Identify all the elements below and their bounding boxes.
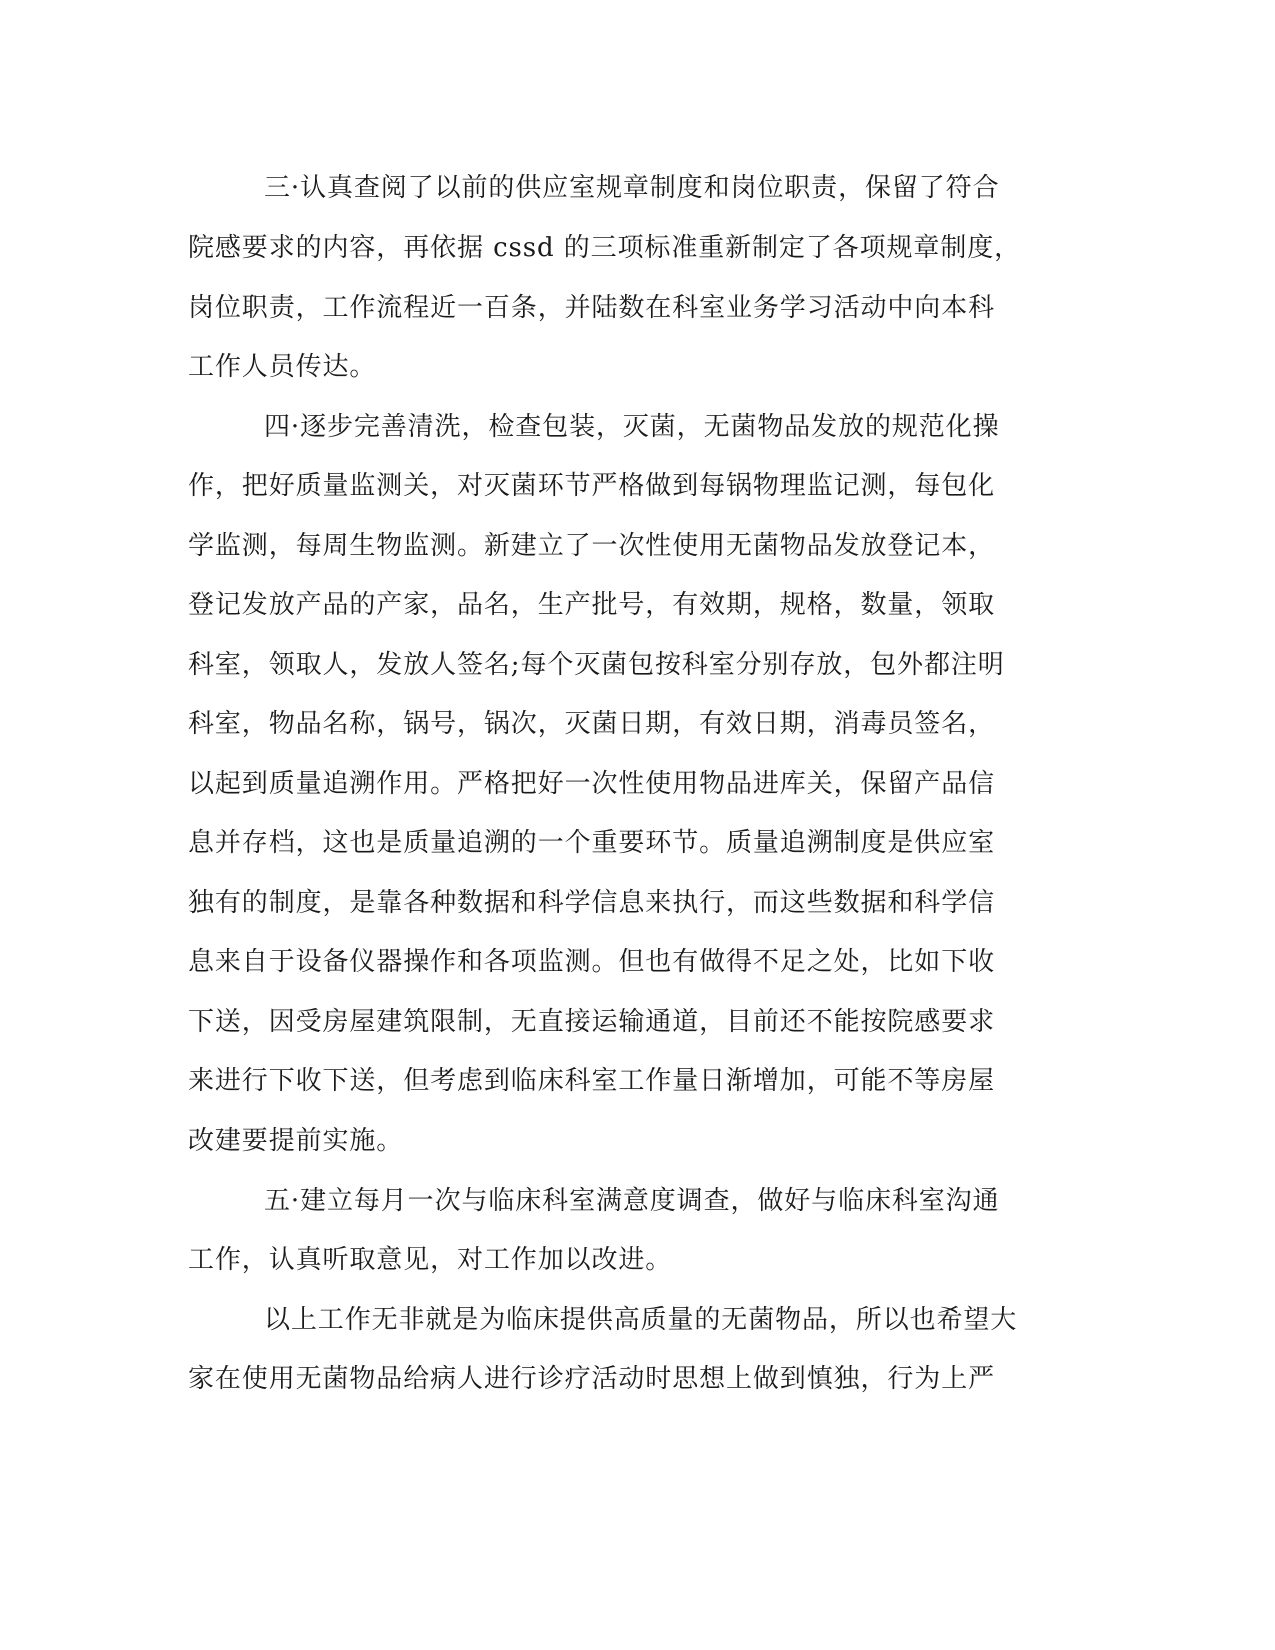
- text-line: 息并存档，这也是质量追溯的一个重要环节。质量追溯制度是供应室: [188, 828, 996, 858]
- text-line: 科室，物品名称，锅号，锅次，灭菌日期，有效日期，消毒员签名，: [188, 709, 996, 739]
- text-line: 四·逐步完善清洗，检查包装，灭菌，无菌物品发放的规范化操: [264, 412, 1000, 442]
- text-line: 独有的制度，是靠各种数据和科学信息来执行，而这些数据和科学信: [188, 888, 996, 918]
- text-line: 下送，因受房屋建筑限制，无直接运输通道，目前还不能按院感要求: [188, 1007, 996, 1037]
- text-line: 家在使用无菌物品给病人进行诊疗活动时思想上做到慎独，行为上严: [188, 1364, 996, 1394]
- text-line: 三·认真查阅了以前的供应室规章制度和岗位职责，保留了符合: [264, 173, 1000, 203]
- text-line: 改建要提前实施。: [188, 1126, 404, 1156]
- text-line: 岗位职责，工作流程近一百条，并陆数在科室业务学习活动中向本科: [188, 293, 996, 323]
- text-line: 五·建立每月一次与临床科室满意度调查，做好与临床科室沟通: [264, 1186, 1000, 1216]
- text-line: 登记发放产品的产家，品名，生产批号，有效期，规格，数量，领取: [188, 590, 996, 620]
- text-line: 科室，领取人，发放人签名;每个灭菌包按科室分别存放，包外都注明: [188, 650, 1005, 680]
- text-line: 来进行下收下送，但考虑到临床科室工作量日渐增加，可能不等房屋: [188, 1066, 996, 1096]
- text-line: 工作，认真听取意见，对工作加以改进。: [188, 1245, 673, 1275]
- text-line: 以起到质量追溯作用。严格把好一次性使用物品进库关，保留产品信: [188, 769, 996, 799]
- text-line: 息来自于设备仪器操作和各项监测。但也有做得不足之处，比如下收: [188, 947, 996, 977]
- text-line: 工作人员传达。: [188, 352, 377, 382]
- text-line: 作，把好质量监测关，对灭菌环节严格做到每锅物理监记测，每包化: [188, 471, 996, 501]
- text-line: 以上工作无非就是为临床提供高质量的无菌物品，所以也希望大: [264, 1305, 1018, 1335]
- text-line: 学监测，每周生物监测。新建立了一次性使用无菌物品发放登记本，: [188, 531, 996, 561]
- text-line: 院感要求的内容，再依据 cssd 的三项标准重新制定了各项规章制度，: [188, 233, 1022, 263]
